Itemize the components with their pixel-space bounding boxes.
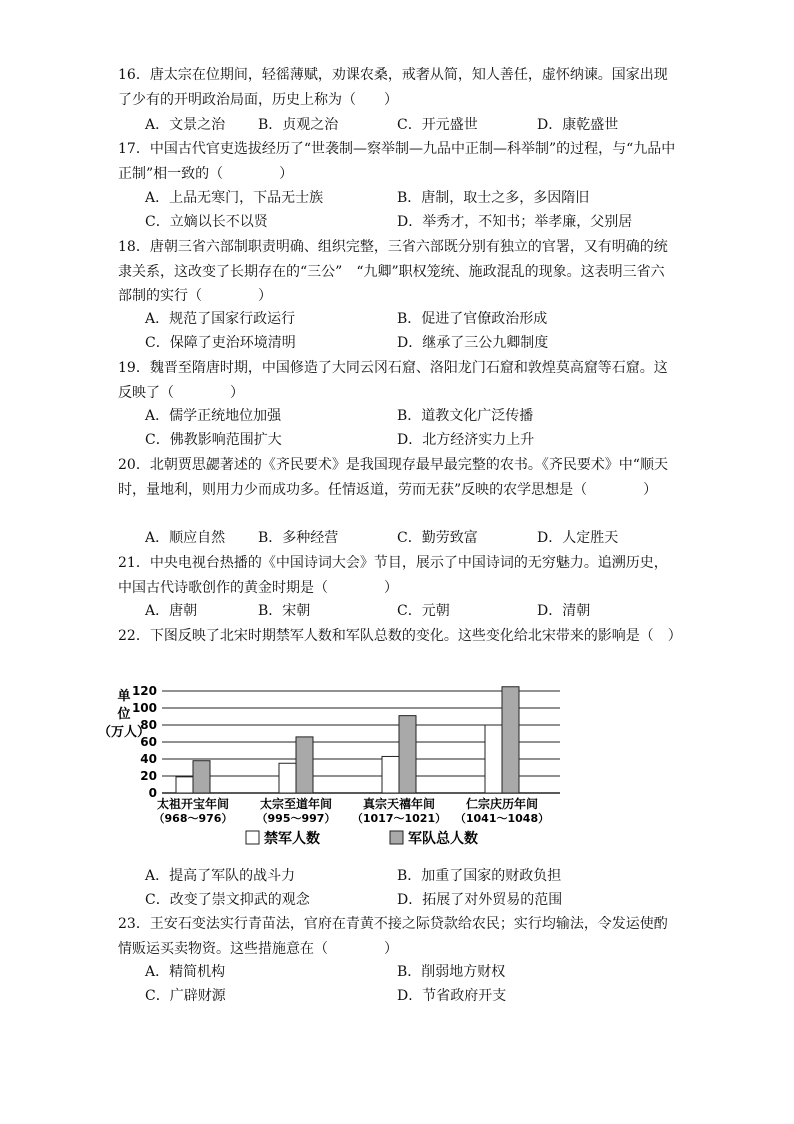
y-tick-label: 0 bbox=[148, 786, 157, 800]
x-category-years: （1017～1021） bbox=[351, 812, 447, 825]
question-19-option-d[interactable]: D．北方经济实力上升 bbox=[397, 432, 535, 448]
legend-swatch bbox=[390, 831, 403, 844]
army-bar-chart bbox=[97, 668, 580, 858]
question-23-option-a[interactable]: A．精简机构 bbox=[145, 964, 226, 980]
question-18-option-c[interactable]: C．保障了吏治环境清明 bbox=[145, 335, 296, 351]
question-18-option-a[interactable]: A．规范了国家行政运行 bbox=[145, 311, 296, 327]
question-16-stem: 16．唐太宗在位期间，轻徭薄赋，劝课农桑，戒奢从简，知人善任，虚怀纳谏。国家出现了少有的开明政治局面，历史上称为（ ） bbox=[118, 67, 668, 108]
legend-swatch bbox=[246, 831, 259, 844]
x-category-years: （968～976） bbox=[153, 812, 233, 825]
y-tick-label: 40 bbox=[140, 752, 157, 766]
question-20-option-b[interactable]: B．多种经营 bbox=[258, 530, 339, 546]
question-17-option-d[interactable]: D．举秀才，不知书；举孝廉，父别居 bbox=[397, 214, 633, 230]
x-category-label: 太宗至道年间 bbox=[259, 797, 333, 811]
question-21-stem: 21．中央电视台热播的《中国诗词大会》节目，展示了中国诗词的无穷魅力。追溯历史，中国古代诗歌创作的黄金时期是（ ） bbox=[118, 555, 668, 596]
y-tick-label: 100 bbox=[131, 701, 157, 715]
question-22-option-b[interactable]: B．加重了国家的财政负担 bbox=[397, 868, 562, 884]
question-16-option-a[interactable]: A．文景之治 bbox=[145, 117, 226, 133]
legend-label: 军队总人数 bbox=[408, 831, 478, 847]
bar-total-army bbox=[193, 761, 210, 793]
question-16-option-b[interactable]: B．贞观之治 bbox=[258, 117, 339, 133]
question-18-option-b[interactable]: B．促进了官僚政治形成 bbox=[397, 311, 548, 327]
question-18-stem: 18．唐朝三省六部制职责明确、组织完整，三省六部既分别有独立的官署，又有明确的统隶关系，这改变了长期存在的“三公” “九卿”职权笼统、施政混乱的现象。这表明三省六部制的实行（ ） bbox=[118, 239, 668, 304]
y-tick-label: 120 bbox=[131, 684, 157, 698]
question-22-stem: 22．下图反映了北宋时期禁军人数和军队总数的变化。这些变化给北宋带来的影响是（ ） bbox=[118, 628, 682, 644]
question-19-option-c[interactable]: C．佛教影响范围扩大 bbox=[145, 432, 282, 448]
question-21-option-c[interactable]: C．元朝 bbox=[397, 603, 450, 619]
bar-imperial-guard bbox=[279, 763, 296, 793]
chart-category-labels bbox=[154, 796, 550, 825]
question-16-option-d[interactable]: D．康乾盛世 bbox=[537, 117, 619, 133]
y-axis-label-line: （万人） bbox=[97, 725, 151, 740]
y-tick-label: 20 bbox=[140, 769, 157, 783]
question-21-option-a[interactable]: A．唐朝 bbox=[145, 603, 198, 619]
question-19-stem: 19．魏晋至隋唐时期，中国修造了大同云冈石窟、洛阳龙门石窟和敦煌莫高窟等石窟。这反映了（ ） bbox=[118, 360, 668, 401]
chart-legend bbox=[246, 830, 478, 847]
bar-imperial-guard bbox=[382, 756, 399, 793]
bar-imperial-guard bbox=[485, 725, 502, 793]
x-category-years: （995～997） bbox=[256, 812, 336, 825]
chart-y-ticks bbox=[132, 684, 157, 800]
bar-total-army bbox=[296, 737, 313, 793]
question-17-option-a[interactable]: A．上品无寒门，下品无士族 bbox=[145, 190, 324, 206]
y-axis-label-line: 位 bbox=[117, 707, 131, 722]
question-23-stem: 23．王安石变法实行青苗法，官府在青黄不接之际贷款给农民；实行均输法，令发运使酌情贩运买卖物资。这些措施意在（ ） bbox=[118, 916, 668, 957]
y-tick-label: 80 bbox=[140, 718, 157, 732]
question-17-option-b[interactable]: B．唐制，取士之多，多因隋旧 bbox=[397, 190, 590, 206]
question-20-option-c[interactable]: C．勤劳致富 bbox=[397, 530, 478, 546]
bar-total-army bbox=[399, 716, 416, 793]
question-21-option-d[interactable]: D．清朝 bbox=[537, 603, 591, 619]
x-category-years: （1041～1048） bbox=[454, 812, 550, 825]
legend-label: 禁军人数 bbox=[264, 831, 320, 847]
question-20-stem: 20．北朝贾思勰著述的《齐民要术》是我国现存最早最完整的农书。《齐民要术》中“顺天时，量地利，则用力少而成功多。任情返道，劳而无获”反映的农学思想是（ ） bbox=[118, 457, 668, 498]
y-axis-label-line: 单 bbox=[117, 689, 131, 704]
question-20-option-a[interactable]: A．顺应自然 bbox=[145, 530, 226, 546]
question-23-option-d[interactable]: D．节省政府开支 bbox=[397, 988, 507, 1004]
question-22-option-d[interactable]: D．拓展了对外贸易的范围 bbox=[397, 892, 563, 908]
x-category-label: 仁宗庆历年间 bbox=[465, 797, 539, 811]
question-22-option-c[interactable]: C．改变了崇文抑武的观念 bbox=[145, 892, 310, 908]
bar-total-army bbox=[502, 687, 519, 793]
y-tick-label: 60 bbox=[140, 735, 157, 749]
question-16-option-c[interactable]: C．开元盛世 bbox=[397, 117, 478, 133]
x-category-label: 太祖开宝年间 bbox=[156, 797, 230, 811]
question-19-option-a[interactable]: A．儒学正统地位加强 bbox=[145, 408, 282, 424]
question-19-option-b[interactable]: B．道教文化广泛传播 bbox=[397, 408, 534, 424]
question-17-option-c[interactable]: C．立嫡以长不以贤 bbox=[145, 214, 268, 230]
question-18-option-d[interactable]: D．继承了三公九卿制度 bbox=[397, 335, 549, 351]
question-20-option-d[interactable]: D．人定胜天 bbox=[537, 530, 619, 546]
bar-imperial-guard bbox=[176, 777, 193, 793]
question-21-option-b[interactable]: B．宋朝 bbox=[258, 603, 311, 619]
question-22-option-a[interactable]: A．提高了军队的战斗力 bbox=[145, 868, 296, 884]
question-23-option-c[interactable]: C．广辟财源 bbox=[145, 988, 226, 1004]
x-category-label: 真宗天禧年间 bbox=[362, 797, 436, 811]
question-23-option-b[interactable]: B．削弱地方财权 bbox=[397, 964, 506, 980]
chart-bars bbox=[176, 687, 519, 793]
question-17-stem: 17．中国古代官吏选拔经历了“世袭制—察举制—九品中正制—科举制”的过程，与“九品中正制”相一致的（ ） bbox=[118, 141, 676, 182]
